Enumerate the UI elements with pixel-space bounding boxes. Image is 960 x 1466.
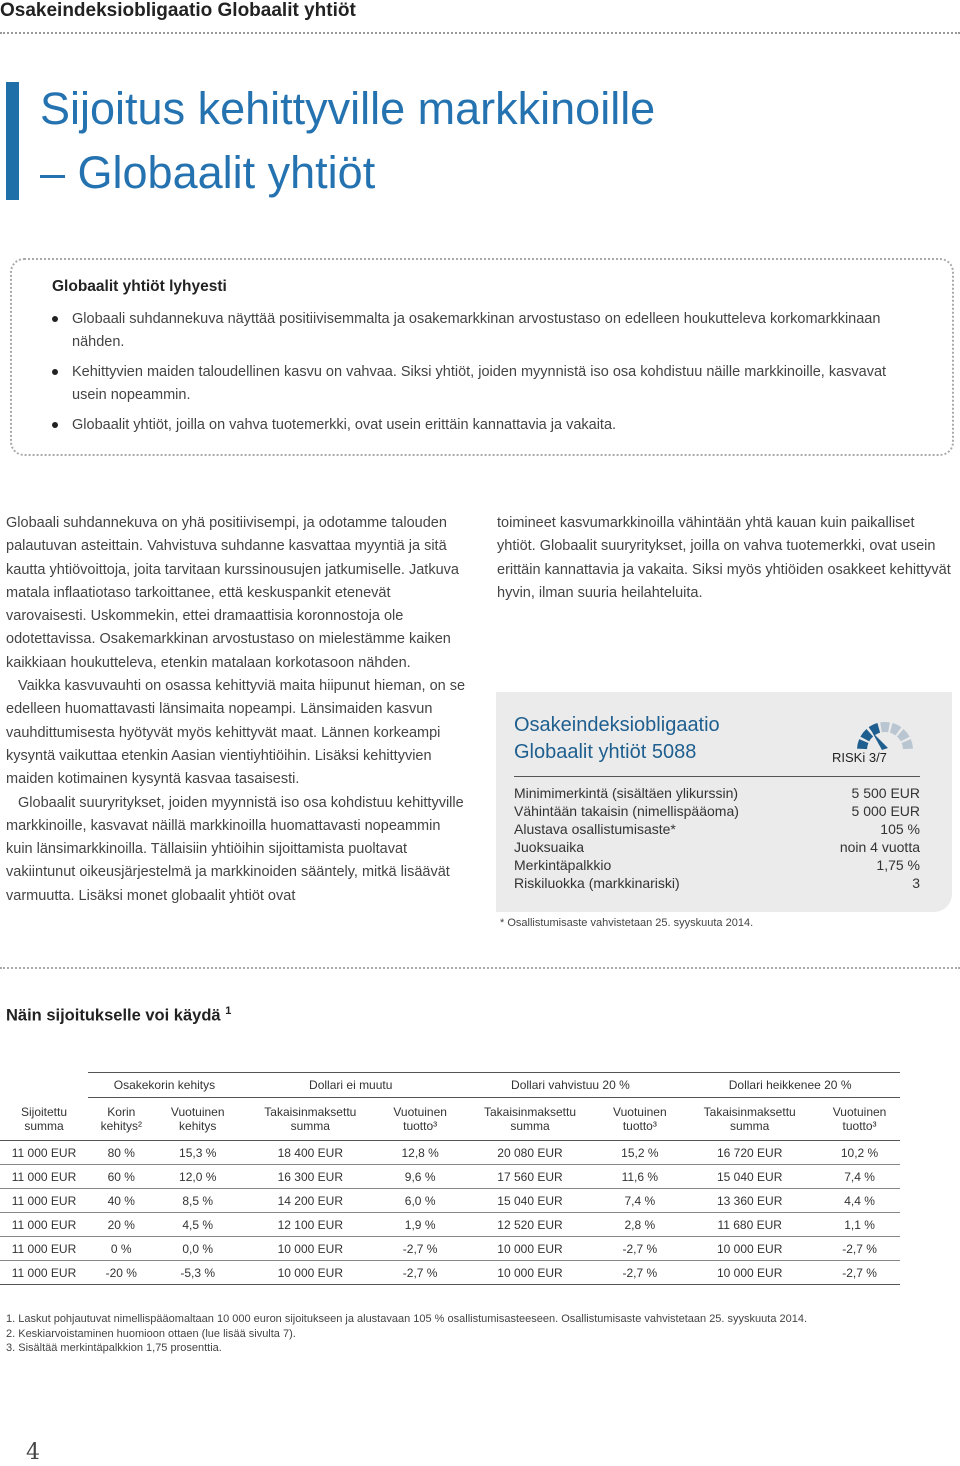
info-divider [514, 776, 920, 777]
table-cell: 11,6 % [599, 1165, 680, 1189]
table-cell: 15 040 EUR [461, 1189, 600, 1213]
table-row [0, 1141, 900, 1165]
table-cell: 10 000 EUR [241, 1237, 380, 1261]
body-paragraph: toimineet kasvumarkkinoilla vähintään yhtä kauan kuin paikalliset yhtiöt. Globaalit suuryritykset, joilla on vahva tuotemerkki, ovat usein erittäin kannattavia ja vakaita. Siksi myös yhtiöiden osakkeet kehittyvät hyvin, ilman suuria heilahteluita. [497, 515, 951, 601]
product-facts-table [514, 784, 920, 892]
table-cell: -2,7 % [380, 1237, 461, 1261]
column-header-line2: kehitys² [100, 1119, 142, 1133]
table-cell: 4,5 % [155, 1213, 241, 1237]
footnote: 1. Laskut pohjautuvat nimellispääomaltaan 10 000 euron sijoitukseen ja alustavaan 105 % osallistumisasteeseen. Osallistumisaste vahvistetaan 25. syyskuuta 2014. [6, 1313, 808, 1325]
summary-list [52, 308, 902, 445]
returns-title-sup: 1 [225, 1005, 232, 1017]
gauge-needle [872, 732, 888, 750]
table-cell: -2,7 % [599, 1261, 680, 1285]
table-cell: 0 % [88, 1237, 155, 1261]
risk-label: RISKi 3/7 [832, 750, 887, 765]
column-header [241, 1098, 380, 1141]
table-cell: 40 % [88, 1189, 155, 1213]
table-cell: 20 080 EUR [461, 1141, 600, 1165]
table-cell: 1,9 % [380, 1213, 461, 1237]
table-cell: 10 000 EUR [680, 1237, 819, 1261]
table-cell: 16 720 EUR [680, 1141, 819, 1165]
column-header [599, 1098, 680, 1141]
table-cell: 17 560 EUR [461, 1165, 600, 1189]
table-row [0, 1165, 900, 1189]
table-cell: 10 000 EUR [680, 1261, 819, 1285]
table-cell: 7,4 % [819, 1165, 900, 1189]
body-paragraph: Globaalit suuryritykset, joiden myynnistä iso osa kohdistuu kehittyville markkinoille, kasvavat näillä markkinoilla huomattavasti nopeammin kuin länsimarkkinoilla. Tällaisiin yhtiöihin sijoittamista puoltavat vakiintunut oikeusjärjestelmä ja markkinoiden sääntely, mitkä lisäävät varmuutta. Lisäksi monet globaalit yhtiöt ovat [6, 794, 464, 904]
column-header [380, 1098, 461, 1141]
page-title [40, 77, 655, 205]
column-header-line1: Vuotuinen [393, 1105, 447, 1119]
column-header-line2: summa [24, 1118, 64, 1133]
column-header [88, 1098, 155, 1141]
fact-row [514, 874, 920, 892]
group-header-blank [0, 1073, 88, 1098]
column-header [819, 1098, 900, 1141]
table-cell: 13 360 EUR [680, 1189, 819, 1213]
fact-label: Juoksuaika [514, 839, 585, 855]
fact-label: Merkintäpalkkio [514, 857, 612, 873]
column-header-line2: summa [730, 1119, 770, 1133]
table-cell: 20 % [88, 1213, 155, 1237]
returns-title [6, 1005, 231, 1026]
table-cell: 11 680 EUR [680, 1213, 819, 1237]
body-left-column [6, 512, 466, 908]
column-header-line1: Korin [107, 1105, 136, 1119]
summary-item: Kehittyvien maiden taloudellinen kasvu on vahvaa. Siksi yhtiöt, joiden myynnistä iso osa kohdistuu näille markkinoille, kasvavat usein nopeammin. [52, 361, 902, 406]
returns-table [0, 1072, 900, 1285]
section-divider [0, 967, 960, 969]
product-title [514, 712, 720, 766]
table-cell: 10 000 EUR [461, 1237, 600, 1261]
body-paragraph: Vaikka kasvuvauhti on osassa kehittyviä maita hiipunut hieman, on se edelleen huomattavasti länsimaita nopeampi. Länsimaiden kasvun vauhdittumisesta hyötyvät myös kehittyvät maat. Lännen korkeampi kysyntä vaikuttaa etenkin Aasian vientiyhtiöihin. Lisäksi kehittyvien maiden kotimainen kysyntä kasvaa tasaisesti. [6, 678, 466, 788]
table-cell: 7,4 % [599, 1189, 680, 1213]
returns-title-text: Näin sijoitukselle voi käydä [6, 1006, 221, 1025]
table-row [0, 1237, 900, 1261]
column-header [0, 1098, 88, 1141]
group-header-row [0, 1073, 900, 1098]
column-header-line2: summa [510, 1119, 550, 1133]
fact-value: 5 500 EUR [851, 785, 920, 801]
title-accent-bar [6, 82, 19, 200]
column-header-line1: Sijoitettu [20, 1104, 68, 1119]
summary-box [10, 258, 954, 456]
gauge-segment [880, 722, 890, 732]
footnote: 3. Sisältää merkintäpalkkion 1,75 prosenttia. [6, 1342, 222, 1354]
column-header-line2: summa [290, 1119, 330, 1133]
column-header-line2: tuotto³ [403, 1119, 438, 1133]
fact-value: 1,75 % [876, 857, 920, 873]
table-cell: 9,6 % [380, 1165, 461, 1189]
fact-row [514, 802, 920, 820]
column-header-line1: Vuotuinen [832, 1105, 887, 1119]
table-cell: 12,8 % [380, 1141, 461, 1165]
footnote: 2. Keskiarvoistaminen huomioon ottaen (lue lisää sivulta 7). [6, 1327, 296, 1340]
footnotes [6, 1312, 807, 1356]
summary-heading: Globaalit yhtiöt lyhyesti [52, 278, 227, 295]
summary-item: Globaali suhdannekuva näyttää positiivisemmalta ja osakemarkkinan arvostustaso on edelleen houkutteleva korkomarkkinaan nähden. [52, 308, 902, 353]
column-header-line1: Vuotuinen [170, 1105, 225, 1119]
table-cell: -20 % [88, 1261, 155, 1285]
table-cell: 11 000 EUR [0, 1189, 88, 1213]
table-row [0, 1213, 900, 1237]
table-cell: 80 % [88, 1141, 155, 1165]
table-cell: 10 000 EUR [241, 1261, 380, 1285]
table-cell: 15 040 EUR [680, 1165, 819, 1189]
table-cell: 60 % [88, 1165, 155, 1189]
fact-label: Minimimerkintä (sisältäen ylikurssin) [514, 785, 739, 801]
fact-label: Vähintään takaisin (nimellispääoma) [514, 803, 739, 819]
table-row [0, 1261, 900, 1285]
column-header-line1: Takaisinmaksettu [483, 1105, 577, 1119]
table-cell: -2,7 % [819, 1237, 900, 1261]
table-cell: 15,2 % [599, 1141, 680, 1165]
product-title-line2: Globaalit yhtiöt 5088 [514, 741, 697, 763]
table-cell: 12,0 % [155, 1165, 241, 1189]
table-cell: 11 000 EUR [0, 1213, 88, 1237]
group-header: Dollari vahvistuu 20 % [461, 1073, 681, 1098]
table-cell: 4,4 % [819, 1189, 900, 1213]
table-cell: -2,7 % [819, 1261, 900, 1285]
table-cell: -5,3 % [155, 1261, 241, 1285]
column-header-line2: kehitys [179, 1119, 217, 1133]
page-title-line1: Sijoitus kehittyville markkinoille [40, 83, 656, 134]
table-cell: 12 520 EUR [461, 1213, 600, 1237]
table-row [0, 1189, 900, 1213]
gauge-segment [857, 739, 868, 749]
header-divider [0, 32, 960, 34]
table-cell: 11 000 EUR [0, 1141, 88, 1165]
table-cell: 10 000 EUR [461, 1261, 600, 1285]
column-header [680, 1098, 819, 1141]
fact-value: 3 [912, 875, 920, 891]
table-cell: 11 000 EUR [0, 1261, 88, 1285]
product-title-line1: Osakeindeksiobligaatio [514, 714, 720, 736]
column-header-line1: Takaisinmaksettu [703, 1105, 796, 1119]
fact-row [514, 820, 920, 838]
fact-value: 5 000 EUR [851, 803, 920, 819]
table-cell: -2,7 % [380, 1261, 461, 1285]
body-paragraph: Globaali suhdannekuva on yhä positiivisempi, ja odotamme talouden palautuvan asteittain. Vahvistuva suhdanne kasvattaa myyntiä ja sitä kautta yhtiövoittoja, joita tarvitaan kurssinousujen jatkumiselle. Jatkuva matala inflaatiotaso tarkoittanee, että keskuspankit etenevät varovaisesti. Uskommekin, ettei dramaattisia koronnostoja ole odotettavissa. Osakemarkkinan arvostustaso on mielestämme kaiken kaikkiaan houkutteleva, etenkin matalaan korkotasoon nähden. [6, 515, 459, 671]
gauge-segment [897, 729, 910, 741]
table-cell: 0,0 % [155, 1237, 241, 1261]
participation-footnote: * Osallistumisaste vahvistetaan 25. syyskuuta 2014. [500, 917, 754, 929]
page-number: 4 [26, 1440, 40, 1465]
fact-row [514, 856, 920, 874]
table-cell: 6,0 % [380, 1189, 461, 1213]
table-cell: 1,1 % [819, 1213, 900, 1237]
product-info-box [496, 692, 952, 912]
fact-row [514, 838, 920, 856]
group-header: Osakekorin kehitys [88, 1073, 241, 1098]
table-cell: 11 000 EUR [0, 1237, 88, 1261]
fact-label: Alustava osallistumisaste* [514, 821, 676, 837]
table-cell: 15,3 % [155, 1141, 241, 1165]
group-header: Dollari heikkenee 20 % [680, 1073, 900, 1098]
body-right-column [497, 512, 957, 605]
group-header: Dollari ei muutu [241, 1073, 461, 1098]
table-cell: -2,7 % [599, 1237, 680, 1261]
column-header [155, 1098, 241, 1141]
table-cell: 12 100 EUR [241, 1213, 380, 1237]
table-cell: 14 200 EUR [241, 1189, 380, 1213]
summary-item: Globaalit yhtiöt, joilla on vahva tuotemerkki, ovat usein erittäin kannattavia ja vakaita. [52, 414, 902, 437]
page-title-line2: – Globaalit yhtiöt [40, 147, 376, 198]
fact-label: Riskiluokka (markkinariski) [514, 875, 680, 891]
column-header-line2: tuotto³ [842, 1119, 877, 1133]
fact-row [514, 784, 920, 802]
fact-value: noin 4 vuotta [839, 839, 920, 855]
column-header [461, 1098, 600, 1141]
column-header-line1: Vuotuinen [613, 1105, 667, 1119]
table-cell: 18 400 EUR [241, 1141, 380, 1165]
table-cell: 11 000 EUR [0, 1165, 88, 1189]
table-cell: 2,8 % [599, 1213, 680, 1237]
column-header-row [0, 1098, 900, 1141]
column-header-line2: tuotto³ [622, 1119, 657, 1133]
table-cell: 16 300 EUR [241, 1165, 380, 1189]
column-header-line1: Takaisinmaksettu [264, 1105, 357, 1119]
gauge-segment [902, 739, 913, 749]
fact-value: 105 % [880, 821, 920, 837]
gauge-segment [860, 729, 873, 741]
table-cell: 8,5 % [155, 1189, 241, 1213]
table-cell: 10,2 % [819, 1141, 900, 1165]
running-header: Osakeindeksiobligaatio Globaalit yhtiöt [0, 0, 356, 21]
